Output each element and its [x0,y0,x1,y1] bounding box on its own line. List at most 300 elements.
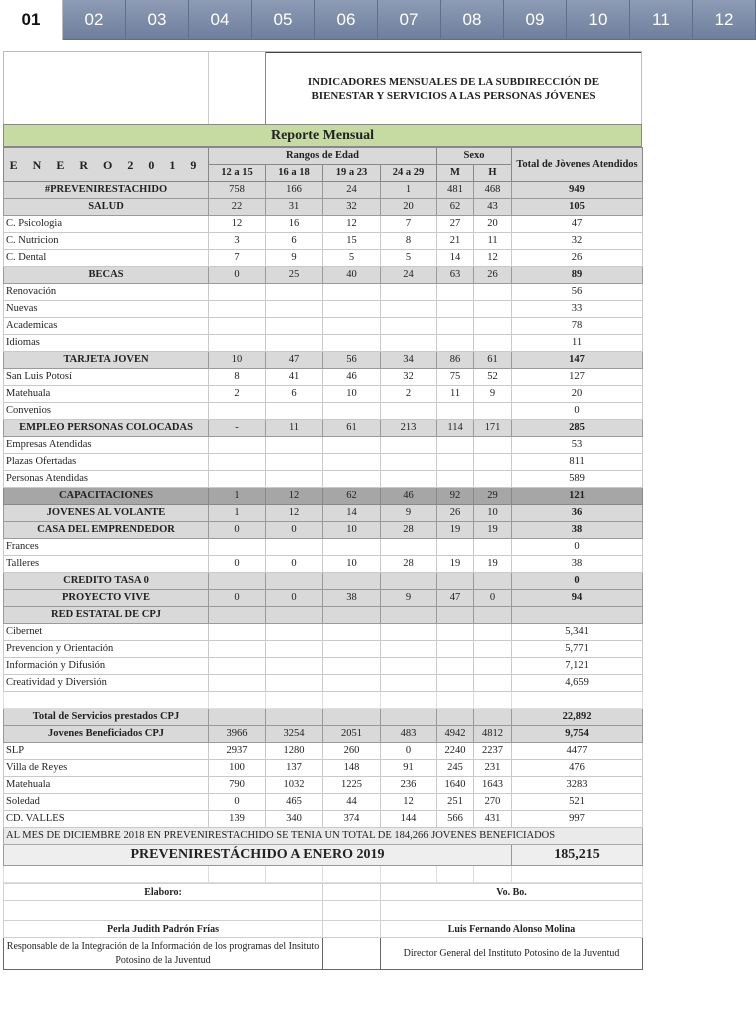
summary-value: 185,215 [512,845,643,866]
row-label: SALUD [4,199,209,216]
row-label: Plazas Ofertadas [4,454,209,471]
row-label: Idiomas [4,335,209,352]
row-cell: 8 [209,369,266,386]
row-cell [323,301,381,318]
table-row [4,607,643,624]
row-cell: 1032 [266,777,323,794]
row-cell: 1 [381,182,437,199]
row-cell: 10 [323,522,381,539]
row-cell: 14 [323,505,381,522]
row-cell: 4812 [474,726,512,743]
row-label: RED ESTATAL DE CPJ [4,607,209,624]
age-range-header: Rangos de Edad [209,148,437,165]
row-total: 32 [512,233,643,250]
report-title: Reporte Mensual [3,124,642,147]
header-blank-cell [209,52,266,124]
row-cell [209,539,266,556]
row-label: C. Dental [4,250,209,267]
row-cell [437,658,474,675]
row-cell [266,641,323,658]
table-row [4,267,643,284]
table-row [4,199,643,216]
row-total: 53 [512,437,643,454]
row-cell [209,301,266,318]
signature-block [3,883,643,970]
tab-12[interactable]: 12 [693,0,756,40]
row-cell: 566 [437,811,474,828]
row-cell: 0 [266,556,323,573]
table-row [4,420,643,437]
row-cell [323,709,381,726]
row-total: 20 [512,386,643,403]
row-cell [474,471,512,488]
row-cell: 25 [266,267,323,284]
row-cell: 56 [323,352,381,369]
row-cell: 10 [209,352,266,369]
row-cell [381,539,437,556]
row-cell [209,692,266,709]
row-total: 26 [512,250,643,267]
row-total: 94 [512,590,643,607]
row-cell: 19 [437,522,474,539]
row-total: 521 [512,794,643,811]
row-total: 811 [512,454,643,471]
row-cell: 4942 [437,726,474,743]
table-row [4,369,643,386]
row-cell [474,284,512,301]
row-cell: 1 [209,488,266,505]
row-cell: 19 [474,522,512,539]
row-cell [381,624,437,641]
row-cell [209,437,266,454]
row-label: Nuevas [4,301,209,318]
row-cell [437,318,474,335]
row-cell [474,692,512,709]
tab-07[interactable]: 07 [378,0,441,40]
row-cell: 52 [474,369,512,386]
indicators-table [3,147,643,883]
row-cell [474,301,512,318]
row-label: Matehuala [4,386,209,403]
row-cell [209,709,266,726]
tab-08[interactable]: 08 [441,0,504,40]
row-cell [266,403,323,420]
row-label: Talleres [4,556,209,573]
row-total: 89 [512,267,643,284]
row-cell: 43 [474,199,512,216]
row-cell [266,318,323,335]
right-signer-role: Director General del Instituto Potosino de la Juventud [381,938,643,970]
row-label: BECAS [4,267,209,284]
row-cell [266,301,323,318]
row-cell: 0 [209,267,266,284]
row-cell: 62 [323,488,381,505]
row-cell [437,403,474,420]
row-cell: 236 [381,777,437,794]
row-cell [474,335,512,352]
table-row [4,624,643,641]
table-row [4,692,643,709]
row-total: 4477 [512,743,643,760]
row-label: CASA DEL EMPRENDEDOR [4,522,209,539]
row-cell: 270 [474,794,512,811]
row-cell: 75 [437,369,474,386]
row-total: 105 [512,199,643,216]
row-label: C. Nutricion [4,233,209,250]
row-cell: 11 [474,233,512,250]
row-cell [266,454,323,471]
row-cell [266,539,323,556]
row-cell [266,471,323,488]
row-cell: 2051 [323,726,381,743]
row-cell [437,709,474,726]
sex-header: Sexo [437,148,512,165]
row-label: Creatividad y Diversión [4,675,209,692]
row-total: 0 [512,573,643,590]
row-cell [323,454,381,471]
row-label: CAPACITACIONES [4,488,209,505]
historic-note: AL MES DE DICIEMBRE 2018 EN PREVENIRESTACHIDO SE TENIA UN TOTAL DE 184,266 JOVENES BENEFICIADOS [4,828,643,845]
row-cell [266,675,323,692]
table-row [4,318,643,335]
row-total: 47 [512,216,643,233]
row-total: 0 [512,403,643,420]
row-cell [323,658,381,675]
row-cell: 91 [381,760,437,777]
row-cell: 31 [266,199,323,216]
header-blank-cell [4,52,209,124]
row-cell [381,658,437,675]
row-cell: 61 [323,420,381,437]
table-row [4,301,643,318]
tab-09[interactable]: 09 [504,0,567,40]
row-cell: 1280 [266,743,323,760]
row-cell: 213 [381,420,437,437]
row-cell: 139 [209,811,266,828]
row-cell [266,284,323,301]
row-cell: 2 [381,386,437,403]
row-cell: 28 [381,522,437,539]
row-cell: 3254 [266,726,323,743]
row-cell [266,658,323,675]
row-cell: 9 [266,250,323,267]
row-total: 476 [512,760,643,777]
row-total [512,692,643,709]
table-row [4,386,643,403]
right-signer-name: Luis Fernando Alonso Molina [381,921,643,938]
table-row [4,811,643,828]
row-cell [474,641,512,658]
table-row [4,590,643,607]
row-cell: 5 [323,250,381,267]
table-row [4,284,643,301]
row-cell [323,284,381,301]
row-cell: 11 [266,420,323,437]
row-cell [381,607,437,624]
row-cell: 20 [474,216,512,233]
tab-02[interactable]: 02 [63,0,126,40]
row-cell [437,607,474,624]
row-cell [209,335,266,352]
row-cell [381,284,437,301]
row-cell: 1643 [474,777,512,794]
row-cell: 40 [323,267,381,284]
tab-11[interactable]: 11 [630,0,693,40]
row-cell [266,624,323,641]
row-cell [323,539,381,556]
tab-10[interactable]: 10 [567,0,630,40]
row-cell [381,403,437,420]
elaboro-label: Elaboro: [4,884,323,901]
row-cell: 340 [266,811,323,828]
row-cell: 24 [323,182,381,199]
table-row [4,471,643,488]
table-row [4,539,643,556]
row-cell [209,403,266,420]
row-label: Cibernet [4,624,209,641]
report-sheet [3,51,642,970]
row-total: 285 [512,420,643,437]
row-cell [323,607,381,624]
row-cell [381,709,437,726]
row-cell: 19 [474,556,512,573]
row-cell: 10 [323,556,381,573]
row-cell [437,437,474,454]
row-cell [474,607,512,624]
row-cell [437,624,474,641]
table-row [4,658,643,675]
sheet-tabs [0,0,756,41]
row-cell [323,471,381,488]
row-cell: 171 [474,420,512,437]
row-cell: 46 [323,369,381,386]
table-row [4,726,643,743]
row-total: 56 [512,284,643,301]
table-row [4,794,643,811]
row-cell [474,573,512,590]
table-row [4,250,643,267]
row-cell: 481 [437,182,474,199]
row-label: Convenios [4,403,209,420]
row-label: PROYECTO VIVE [4,590,209,607]
table-row [4,505,643,522]
row-label: Prevencion y Orientación [4,641,209,658]
row-cell: 32 [381,369,437,386]
row-label: SLP [4,743,209,760]
row-total: 11 [512,335,643,352]
row-label: CD. VALLES [4,811,209,828]
row-cell: 44 [323,794,381,811]
row-cell: 29 [474,488,512,505]
row-cell: 21 [437,233,474,250]
table-row [4,760,643,777]
tab-01[interactable]: 01 [0,0,63,40]
row-cell: 0 [266,522,323,539]
row-cell: 0 [209,556,266,573]
row-cell [381,318,437,335]
row-cell: 19 [437,556,474,573]
row-label [4,692,209,709]
row-total: 22,892 [512,709,643,726]
row-total: 121 [512,488,643,505]
row-cell: 32 [323,199,381,216]
row-cell: 3 [209,233,266,250]
row-cell [474,318,512,335]
row-cell: 100 [209,760,266,777]
row-total: 589 [512,471,643,488]
row-cell [474,454,512,471]
row-cell: 6 [266,233,323,250]
row-label: Jovenes Beneficiados CPJ [4,726,209,743]
column-header: 19 a 23 [323,165,381,182]
row-label: TARJETA JOVEN [4,352,209,369]
row-cell: 24 [381,267,437,284]
row-label: Academicas [4,318,209,335]
row-cell: 431 [474,811,512,828]
row-label: Soledad [4,794,209,811]
row-cell: 114 [437,420,474,437]
row-cell [323,318,381,335]
row-label: CREDITO TASA 0 [4,573,209,590]
row-cell: 28 [381,556,437,573]
row-total: 36 [512,505,643,522]
row-cell: 63 [437,267,474,284]
row-cell [437,675,474,692]
row-cell [474,624,512,641]
row-cell [323,641,381,658]
row-total: 147 [512,352,643,369]
table-row [4,216,643,233]
table-row [4,488,643,505]
row-cell: 10 [474,505,512,522]
row-cell: 9 [474,386,512,403]
row-cell: 15 [323,233,381,250]
row-cell: 12 [266,488,323,505]
row-total: 38 [512,522,643,539]
row-cell: 62 [437,199,474,216]
row-cell: 12 [474,250,512,267]
table-row [4,522,643,539]
row-cell: 16 [266,216,323,233]
table-row [4,777,643,794]
row-cell [381,454,437,471]
row-total: 3283 [512,777,643,794]
row-label: Personas Atendidas [4,471,209,488]
left-signer-name: Perla Judith Padrón Frías [4,921,323,938]
row-cell: - [209,420,266,437]
row-cell: 7 [381,216,437,233]
row-cell [209,624,266,641]
table-row [4,182,643,199]
row-cell: 46 [381,488,437,505]
row-cell: 47 [437,590,474,607]
vobo-label: Vo. Bo. [381,884,643,901]
row-cell: 790 [209,777,266,794]
row-cell [474,437,512,454]
row-cell [381,301,437,318]
table-row [4,437,643,454]
row-cell [381,335,437,352]
table-row [4,454,643,471]
row-label: #PREVENIRESTACHIDO [4,182,209,199]
tab-03[interactable]: 03 [126,0,189,40]
row-cell: 374 [323,811,381,828]
row-cell [266,437,323,454]
row-cell: 2237 [474,743,512,760]
row-cell: 12 [323,216,381,233]
row-total: 78 [512,318,643,335]
row-label: Frances [4,539,209,556]
left-signer-role: Responsable de la Integración de la Información de los programas del Insituto Potosino de la Juventud [4,938,323,970]
row-cell: 245 [437,760,474,777]
row-cell: 34 [381,352,437,369]
row-cell: 41 [266,369,323,386]
summary-label: PREVENIRESTÁCHIDO A ENERO 2019 [4,845,512,866]
row-cell: 0 [266,590,323,607]
row-total: 997 [512,811,643,828]
table-row [4,352,643,369]
row-cell: 483 [381,726,437,743]
header-title: INDICADORES MENSUALES DE LA SUBDIRECCIÓN DE BIENESTAR Y SERVICIOS A LAS PERSONAS JÓVENES [266,52,641,124]
row-cell [381,675,437,692]
row-cell [323,437,381,454]
tab-05[interactable]: 05 [252,0,315,40]
table-row [4,641,643,658]
row-cell [437,471,474,488]
table-row [4,743,643,760]
row-cell [209,658,266,675]
row-cell: 758 [209,182,266,199]
row-cell: 144 [381,811,437,828]
column-header: M [437,165,474,182]
row-total: 5,771 [512,641,643,658]
row-cell: 0 [209,794,266,811]
row-total: 7,121 [512,658,643,675]
row-cell [381,437,437,454]
tab-06[interactable]: 06 [315,0,378,40]
row-cell [381,641,437,658]
row-label: San Luis Potosí [4,369,209,386]
row-cell: 465 [266,794,323,811]
row-cell [437,335,474,352]
row-cell: 3966 [209,726,266,743]
row-cell [323,675,381,692]
row-cell [381,573,437,590]
row-cell: 38 [323,590,381,607]
row-label: C. Psicologia [4,216,209,233]
row-cell [209,607,266,624]
row-cell: 9 [381,590,437,607]
row-cell: 468 [474,182,512,199]
row-total: 38 [512,556,643,573]
row-cell: 137 [266,760,323,777]
row-cell [266,573,323,590]
row-cell: 2 [209,386,266,403]
row-cell [437,692,474,709]
month-label: E N E R O 2 0 1 9 [4,148,209,182]
row-cell: 6 [266,386,323,403]
row-cell [474,675,512,692]
row-total: 127 [512,369,643,386]
row-cell [209,318,266,335]
row-cell [437,301,474,318]
row-cell [437,454,474,471]
tab-04[interactable]: 04 [189,0,252,40]
row-cell: 0 [209,590,266,607]
row-cell: 5 [381,250,437,267]
row-cell [323,335,381,352]
row-cell: 12 [209,216,266,233]
